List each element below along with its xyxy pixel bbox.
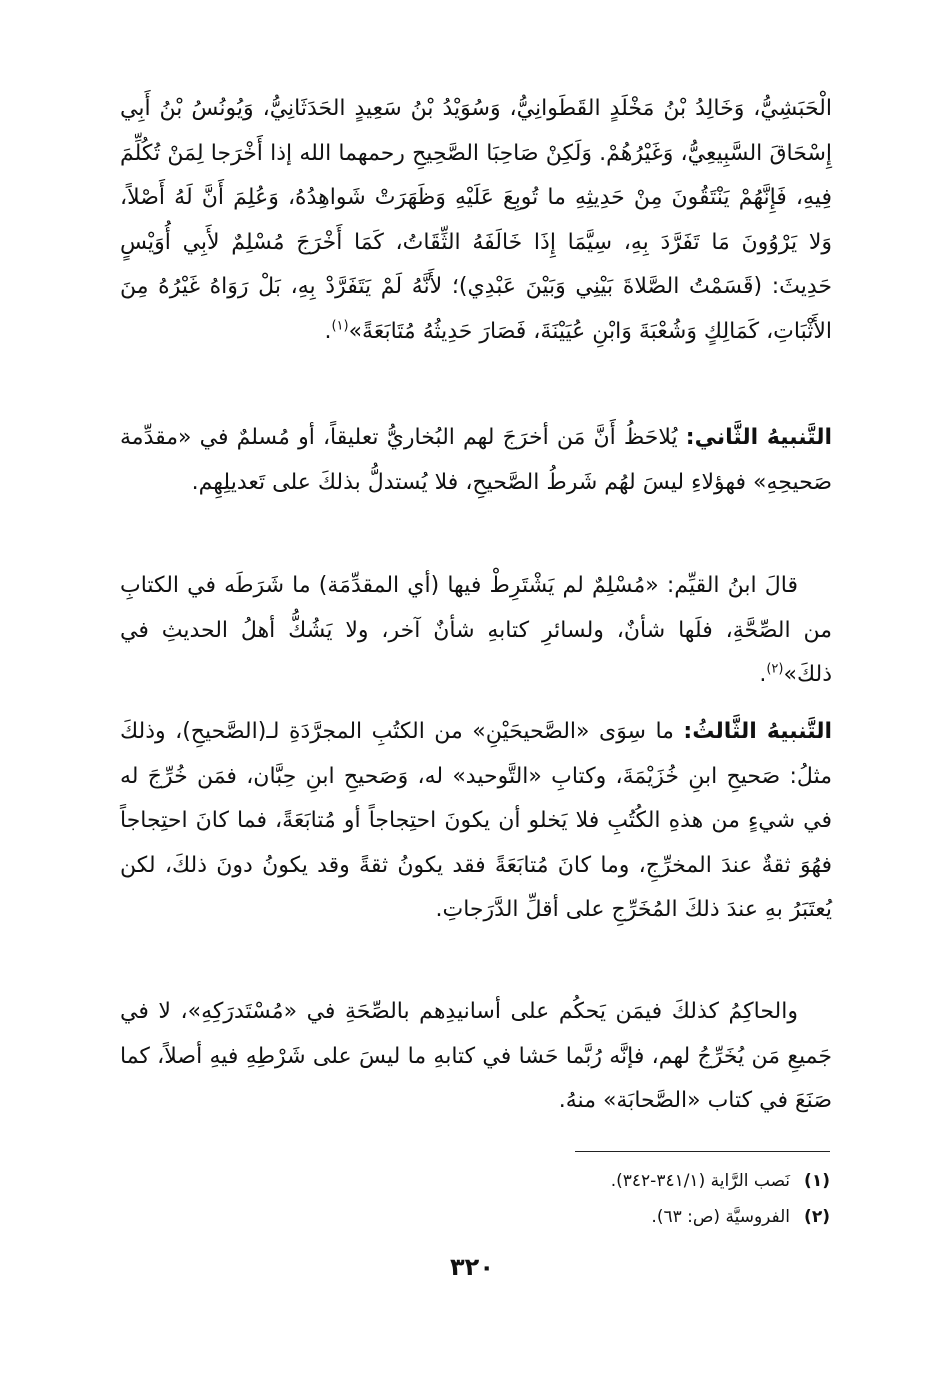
- paragraph-3-text: قالَ ابنُ القيِّم: «مُسْلِمٌ لم يَشْتَرِطْ فيها (أي المقدِّمَة) ما شَرَطَه في الكتابِ من الصِّحَّةِ، فلَها شأنٌ، ولسائرِ كتابهِ شأنٌ آخر، ولا يَشُكُّ أهلُ الحديثِ في ذلكَ»: [120, 573, 832, 687]
- footnote-1-number: (١): [804, 1171, 830, 1191]
- paragraph-3: [120, 564, 832, 698]
- paragraph-5-text: والحاكِمُ كذلكَ فيمَن يَحكُم على أسانيدِهم بالصِّحَةِ في «مُسْتَدرَكِهِ»، لا في جَميعِ مَن يُخَرِّجُ لهم، فإنَّه رُبَّما حَشا في كتابهِ ما ليسَ على شَرْطِهِ فيهِ أصلاً، كما صَنَعَ في كتاب «الصَّحابَة» منهُ.: [120, 999, 832, 1113]
- footnote-ref-2: (٢): [766, 661, 784, 677]
- paragraph-1-text: الْحَبَشِيُّ، وَخَالِدُ بْنُ مَخْلَدٍ القَطَوانِيُّ، وَسُوَيْدُ بْنُ سَعِيدٍ الحَدَثَانِيُّ، وَيُونُسُ بْنُ أَبِي إِسْحَاقَ السَّبِيعِيُّ، وَغَيْرُهُمْ. وَلَكِنْ صَاحِبَا الصَّحِيحِ رحمهما الله إذا أَخْرَجا لِمَنْ تُكُلِّمَ فِيهِ، فَإِنَّهُمْ يَنْتَقُونَ مِنْ حَدِيثِهِ ما تُوبِعَ عَلَيْهِ وَظَهَرَتْ شَواهِدُهُ، وَعُلِمَ أَنَّ لَهُ أَصْلاً، وَلا يَرْوُونَ مَا تَفَرَّدَ بِهِ، سِيَّمَا إِذَا خَالَفَهُ الثِّقَاتُ، كَمَا أَخْرَجَ مُسْلِمٌ لأَبِي أُوَيْسٍ حَدِيثَ: (قَسَمْتُ الصَّلاةَ بَيْنِي وَبَيْنَ عَبْدِي)؛ لأَنَّهُ لَمْ يَتَفَرَّدْ بِهِ، بَلْ رَوَاهُ غَيْرُهُ مِنَ الأَثْبَاتِ، كَمَالِكٍ وَشُعْبَةَ وَابْنِ عُيَيْنَةَ، فَصَارَ حَدِيثُهُ مُتَابَعَةً»: [120, 96, 832, 344]
- main-text-section-4: [120, 710, 832, 980]
- paragraph-2-heading: التَّنبيهُ الثَّاني:: [685, 425, 832, 450]
- main-text-section-2: [120, 416, 832, 550]
- paragraph-5: [120, 990, 832, 1124]
- main-text-section-5: [120, 990, 832, 1124]
- paragraph-2-text: يُلاحَظُ أَنَّ مَن أخرَجَ لهم البُخاريُّ تعليقاً، أو مُسلمٌ في «مقدِّمة صَحيحِهِ» فهؤلاءِ ليسَ لهُم شَرطُ الصَّحيحِ، فلا يُستدلُّ بذلكَ على تَعديلِهِم.: [120, 425, 832, 495]
- footnote-2-text: الفروسيَّة (ص: ٦٣).: [651, 1207, 791, 1227]
- paragraph-4-text: ما سِوَى «الصَّحيحَيْنِ» من الكتُبِ المجرَّدَةِ لـ(الصَّحيحِ)، وذلكَ مثلُ: صَحيحِ ابنِ خُزَيْمَةَ، وكتابِ «التَّوحيد» له، وَصَحيحِ ابنِ حِبَّان، فمَن خُرِّجَ له في شيءٍ من هذهِ الكُتُبِ فلا يَخلو أن يكونَ احتِجاجاً أو مُتابَعَةً، فما كانَ احتِجاجاً فهُوَ ثقةٌ عندَ المخرِّجِ، وما كانَ مُتابَعَةً فقد يكونُ ثقةً وقد يكونُ دونَ ذلكَ، لكن يُعتَبَرُ بهِ عندَ ذلكَ المُخَرِّجِ على أقلِّ الدَّرَجاتِ.: [120, 719, 832, 922]
- paragraph-3-end: .: [759, 662, 767, 687]
- page-number: ٣٢٠: [450, 1253, 494, 1281]
- paragraph-2: [120, 416, 832, 505]
- footnotes: [300, 1163, 830, 1235]
- footnote-2-number: (٢): [804, 1207, 830, 1227]
- paragraph-4: [120, 710, 832, 933]
- footnote-1-text: نَصب الرَّاية (٣٤١/١-٣٤٢).: [610, 1171, 791, 1191]
- main-text-section-1: [120, 87, 832, 403]
- paragraph-1: [120, 87, 832, 354]
- footnote-1: [300, 1163, 830, 1199]
- paragraph-4-heading: التَّنبيهُ الثَّالثُ:: [683, 719, 832, 744]
- footnote-ref-1: (١): [331, 318, 349, 334]
- paragraph-1-end: .: [324, 318, 332, 344]
- footnote-divider: [575, 1151, 830, 1152]
- footnote-2: [300, 1199, 830, 1235]
- main-text-section-3: [120, 564, 832, 698]
